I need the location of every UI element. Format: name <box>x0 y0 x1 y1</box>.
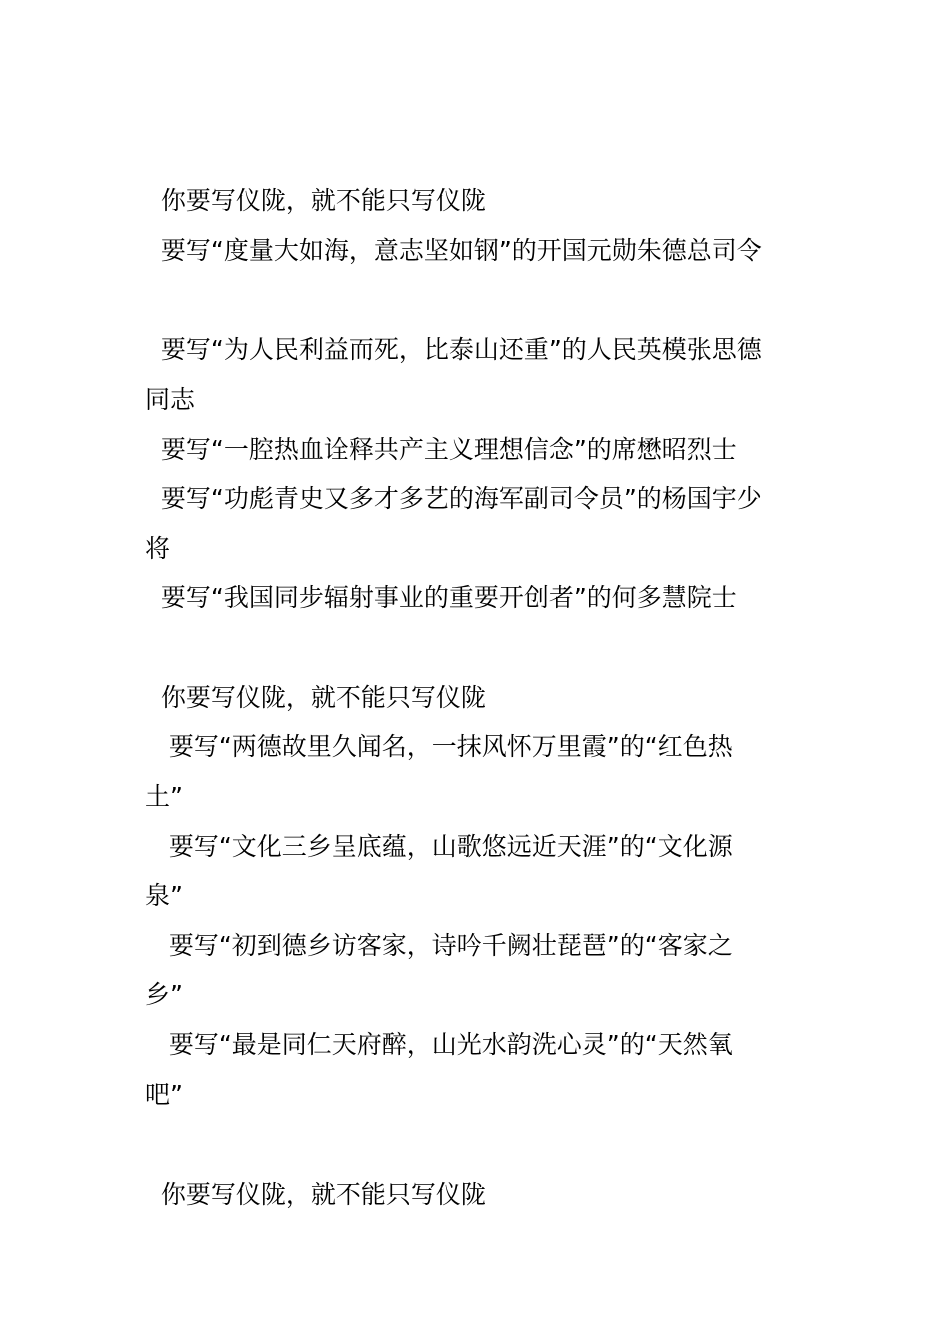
paragraph-line: 要写“文化三乡呈底蕴，山歌悠远近天涯”的“文化源 <box>145 832 733 861</box>
paragraph-line: 吧” <box>145 1080 183 1109</box>
paragraph-line: 要写“我国同步辐射事业的重要开创者”的何多慧院士 <box>145 583 737 612</box>
paragraph-line: 要写“功彪青史又多才多艺的海军副司令员”的杨国宇少 <box>145 484 762 513</box>
paragraph-line: 你要写仪陇，就不能只写仪陇 <box>145 1180 486 1209</box>
paragraph-line: 土” <box>145 782 183 811</box>
paragraph-line: 要写“最是同仁天府醉，山光水韵洗心灵”的“天然氧 <box>145 1030 733 1059</box>
paragraph-line: 你要写仪陇，就不能只写仪陇 <box>145 186 486 215</box>
paragraph-line: 要写“为人民利益而死，比泰山还重”的人民英模张思德 <box>145 335 762 364</box>
paragraph-line: 将 <box>145 534 171 563</box>
paragraph-line: 乡” <box>145 980 183 1009</box>
paragraph-line: 要写“一腔热血诠释共产主义理想信念”的席懋昭烈士 <box>145 435 737 464</box>
paragraph-line: 泉” <box>145 881 183 910</box>
paragraph-line: 要写“两德故里久闻名，一抹风怀万里霞”的“红色热 <box>145 732 733 761</box>
paragraph-line: 同志 <box>145 385 196 414</box>
paragraph-line: 要写“初到德乡访客家，诗吟千阙壮琵琶”的“客家之 <box>145 931 733 960</box>
paragraph-line: 要写“度量大如海，意志坚如钢”的开国元勋朱德总司令 <box>145 236 762 265</box>
paragraph-line: 你要写仪陇，就不能只写仪陇 <box>145 683 486 712</box>
